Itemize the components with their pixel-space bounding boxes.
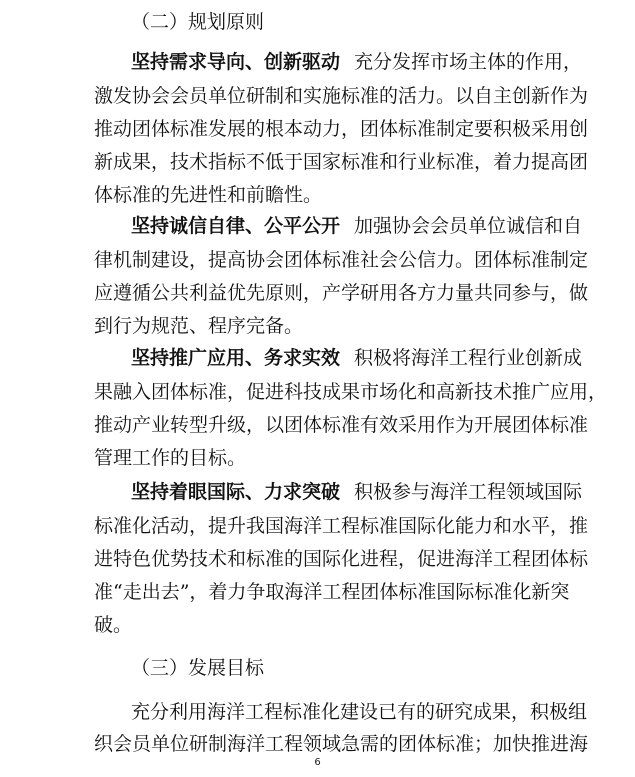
paragraph-4-lead: 坚持着眼国际、力求突破 bbox=[131, 481, 341, 503]
paragraph-3-line-2: 果融入团体标准，促进科技成果市场化和高新技术推广应用， bbox=[94, 381, 608, 403]
paragraph-2-line-1 bbox=[131, 214, 583, 238]
paragraph-1-line-2: 激发协会会员单位研制和实施标准的活力。以自主创新作为 bbox=[94, 85, 589, 107]
paragraph-2-line-4: 到行为规范、程序完备。 bbox=[94, 315, 304, 337]
paragraph-1-line-5: 体标准的先进性和前瞻性。 bbox=[94, 184, 323, 206]
paragraph-4-line-3: 进特色优势技术和标准的国际化进程，促进海洋工程团体标 bbox=[94, 548, 589, 570]
paragraph-1-line-1 bbox=[131, 50, 583, 74]
section-heading-development-goals: （三）发展目标 bbox=[131, 657, 265, 679]
paragraph-3-line-1 bbox=[131, 346, 583, 370]
paragraph-2-line-3: 应遵循公共利益优先原则，产学研用各方力量共同参与，做 bbox=[94, 282, 589, 304]
section-heading-planning-principles: （二）规划原则 bbox=[131, 11, 265, 33]
paragraph-3-line-4: 管理工作的目标。 bbox=[94, 447, 247, 469]
paragraph-3-line-3: 推动产业转型升级，以团体标准有效采用作为开展团体标准 bbox=[94, 414, 589, 436]
page-number: 6 bbox=[314, 757, 321, 768]
paragraph-4-text: 积极参与海洋工程领域国际 bbox=[354, 481, 583, 503]
paragraph-2-line-2: 律机制建设，提高协会团体标准社会公信力。团体标准制定 bbox=[94, 249, 589, 271]
paragraph-2-text: 加强协会会员单位诚信和自 bbox=[354, 215, 583, 237]
paragraph-1-line-4: 新成果，技术指标不低于国家标准和行业标准，着力提高团 bbox=[94, 151, 589, 173]
paragraph-3-text: 积极将海洋工程行业创新成 bbox=[354, 347, 583, 369]
paragraph-1-lead: 坚持需求导向、创新驱动 bbox=[131, 51, 341, 73]
paragraph-5-line-2: 织会员单位研制海洋工程领域急需的团体标准；加快推进海 bbox=[94, 733, 589, 755]
paragraph-1-text: 充分发挥市场主体的作用， bbox=[354, 51, 583, 73]
paragraph-4-line-5: 破。 bbox=[94, 614, 133, 636]
paragraph-2-lead: 坚持诚信自律、公平公开 bbox=[131, 215, 341, 237]
paragraph-4-line-4: 准“走出去”，着力争取海洋工程团体标准国际标准化新突 bbox=[94, 581, 570, 603]
paragraph-3-lead: 坚持推广应用、务求实效 bbox=[131, 347, 341, 369]
paragraph-4-line-1 bbox=[131, 480, 583, 504]
paragraph-4-line-2: 标准化活动，提升我国海洋工程标准国际化能力和水平，推 bbox=[94, 515, 589, 537]
paragraph-1-line-3: 推动团体标准发展的根本动力，团体标准制定要积极采用创 bbox=[94, 118, 589, 140]
paragraph-5-line-1: 充分利用海洋工程标准化建设已有的研究成果，积极组 bbox=[131, 701, 588, 723]
